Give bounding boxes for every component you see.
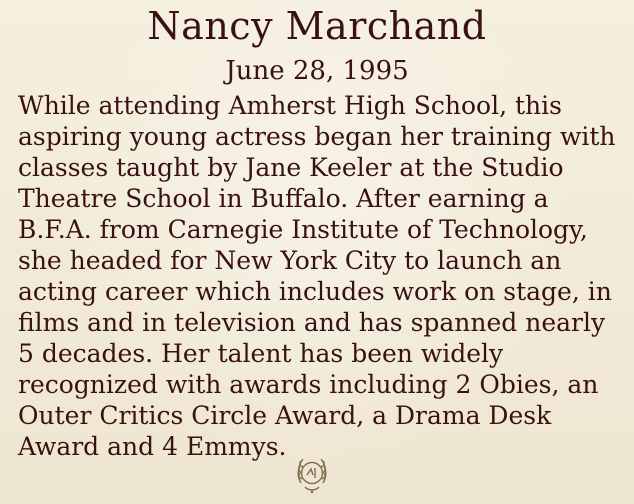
induction-date: June 28, 1995 <box>225 56 409 86</box>
plaque-header <box>0 2 634 86</box>
biography-line: Theatre School in Buffalo. After earning a <box>18 184 549 213</box>
biography-line: 5 decades. Her talent has been widely <box>18 339 504 368</box>
inductee-name: Nancy Marchand <box>147 4 487 48</box>
biography-line: acting career which includes work on stage, in <box>18 277 612 306</box>
biography-line: Award and 4 Emmys. <box>18 432 287 461</box>
biography-line: While attending Amherst High School, this <box>18 91 562 120</box>
biography-text <box>18 90 628 462</box>
biography-line: films and in television and has spanned nearly <box>18 308 606 337</box>
biography-line: Outer Critics Circle Award, a Drama Desk <box>18 401 552 430</box>
biography-line: B.F.A. from Carnegie Institute of Technology, <box>18 215 588 244</box>
biography-line: classes taught by Jane Keeler at the Studio <box>18 153 564 182</box>
laurel-wreath-seal-icon <box>287 447 337 499</box>
biography-line: recognized with awards including 2 Obies, an <box>18 370 599 399</box>
biography-line: she headed for New York City to launch an <box>18 246 562 275</box>
biography-line: aspiring young actress began her training with <box>18 122 616 151</box>
